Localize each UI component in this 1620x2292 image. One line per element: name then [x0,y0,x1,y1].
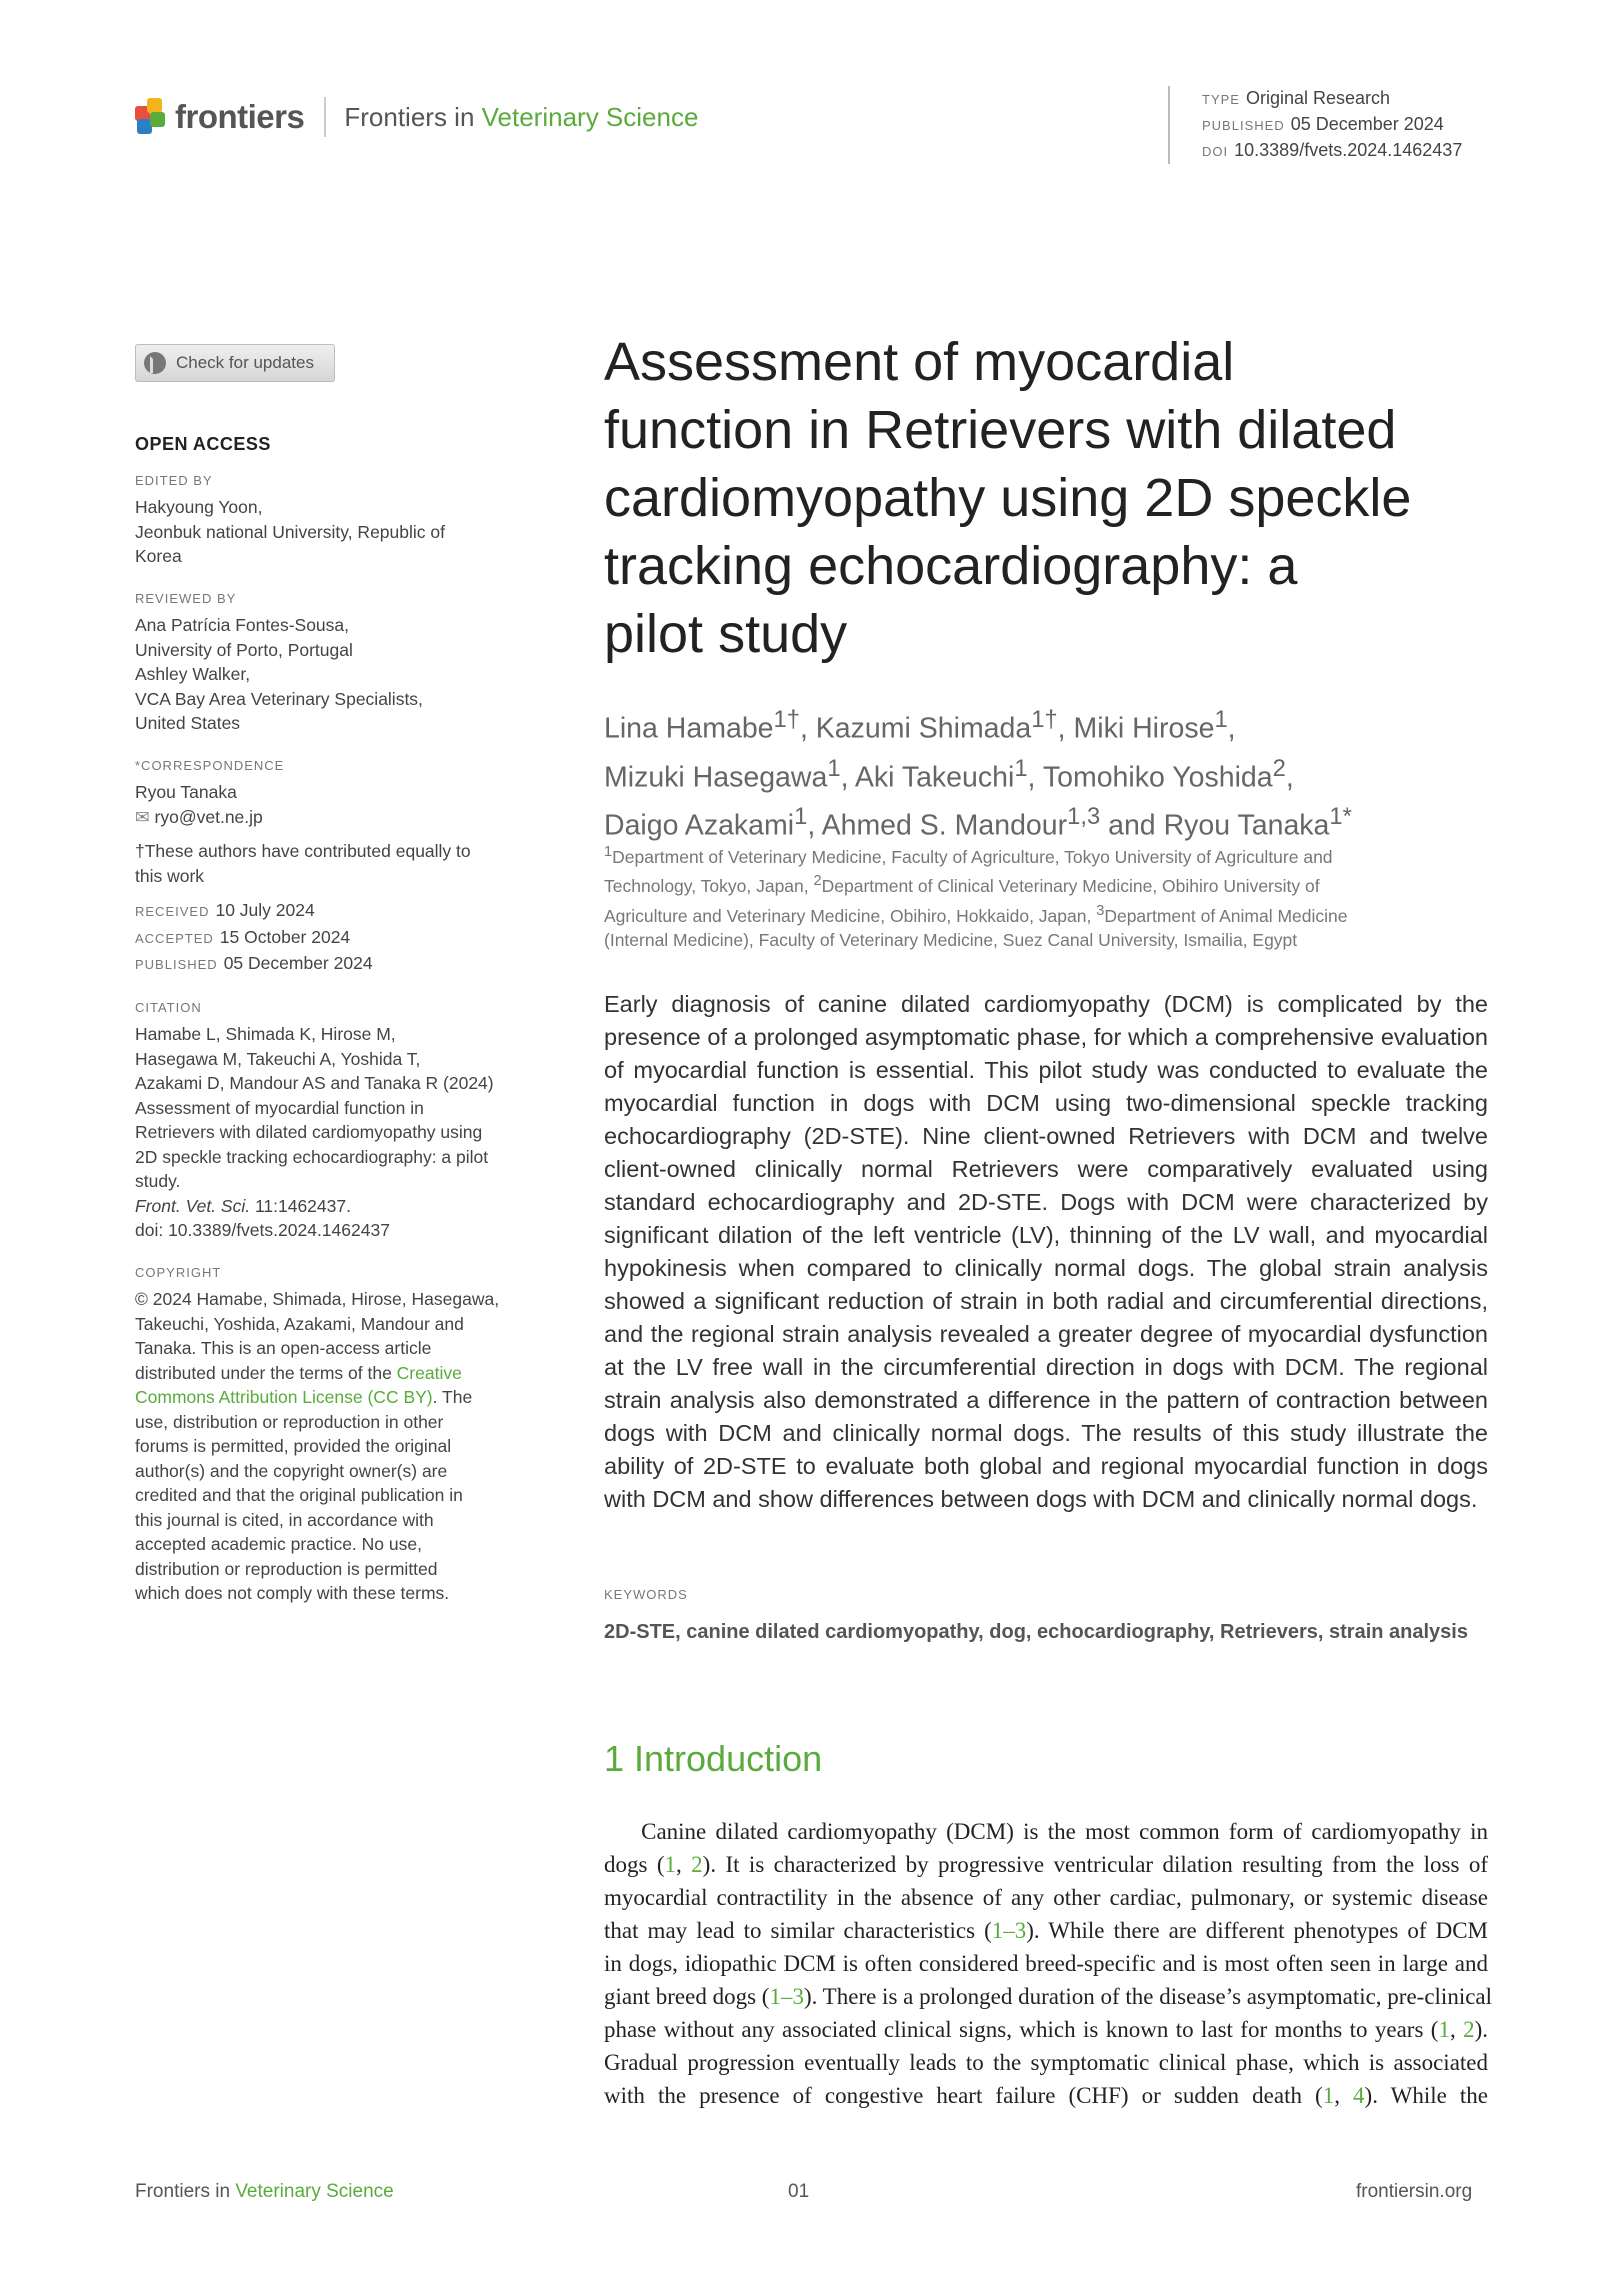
intro-line: that may lead to similar characteristics (1–3). While there are different phenotypes of DCM [604,1918,1489,1943]
intro-line: dogs (1, 2). It is characterized by progressive ventricular dilation resulting from the loss of [604,1852,1488,1877]
citation-link[interactable]: 4 [1353,2083,1365,2108]
author-list: Lina Hamabe$^{1\dagger}$, Kazumi Shimada$^{1\dagger}$, Miki Hirose$^1$, Mizuki Hasegawa$^1$, Aki Takeuchi$^1$, Tomohiko Yoshida$^2$, Daigo Azakami$^1$, Ahmed S. Mandour$^{1,3}$ and Ryou Tanaka$^{1*}$ [604,706,1352,842]
open-access-label: OPEN ACCESS [135,434,271,454]
page-number: 01 [788,2181,810,2202]
check-updates-icon [144,352,166,374]
equal-contribution-note: †These authors have contributed equally to this work [135,841,471,886]
logo-divider [324,97,326,137]
correspondence: Ryou Tanaka ✉ ryo@vet.ne.jp [135,780,550,829]
intro-line: in dogs, idiopathic DCM is often considered breed-specific and is most often seen in large and [604,1951,1488,1976]
meta-published: PUBLISHED 05 December 2024 [1202,114,1444,134]
license-link-cont[interactable]: Commons Attribution License (CC BY) [135,1387,433,1407]
reviewed-by: Ana Patrícia Fontes-Sousa, University of Porto, Portugal Ashley Walker, VCA Bay Area Veterinary Specialists, United States [135,615,423,733]
email-icon: ✉ [135,806,150,827]
introduction-text [604,1815,1493,2112]
meta-type: TYPE Original Research [1202,88,1391,108]
check-updates-button[interactable]: Check for updates [135,344,335,382]
citation-link[interactable]: 1–3 [991,1918,1027,1943]
intro-line: with the presence of congestive heart failure (CHF) or sudden death (1, 4). While the [604,2083,1489,2108]
intro-line: phase without any associated clinical signs, which is known to last for months to years (1, 2). [604,2017,1489,2042]
citation-link[interactable]: 1 [1322,2083,1335,2108]
correspondence-email[interactable]: ✉ ryo@vet.ne.jp [135,806,263,827]
meta-doi[interactable]: DOI 10.3389/fvets.2024.1462437 [1202,140,1463,160]
reviewed-by-label: REVIEWED BY [135,590,237,606]
license-link[interactable]: Creative [396,1362,462,1383]
intro-line: giant breed dogs (1–3). There is a prolonged duration of the disease’s asymptomatic, pre-clinical [604,1984,1493,2009]
affiliations: $^1$Department of Veterinary Medicine, Faculty of Agriculture, Tokyo University of Agriculture and Technology, Tokyo, Japan, $^2$Department of Clinical Veterinary Medicine, Obihiro University of Agriculture and Veterinary Medicine, Obihiro, Hokkaido, Japan, $^3$Department of Animal Medicine (Internal Medicine), Faculty of Veterinary Medicine, Suez Canal University, Ismailia, Egypt [604,844,1348,950]
intro-line: Canine dilated cardiomyopathy (DCM) is the most common form of cardiomyopathy in [604,1819,1488,1844]
article-title: Assessment of myocardial function in Retrievers with dilated cardiomyopathy using 2D speckle tracking echocardiography: a pilot study [604,332,1412,664]
intro-line: myocardial contractility in the absence of any other cardiac, pulmonary, or systemic disease [604,1885,1488,1910]
citation-link[interactable]: 2 [1463,2017,1475,2042]
citation: Hamabe L, Shimada K, Hirose M, Hasegawa M, Takeuchi A, Yoshida T, Azakami D, Mandour AS and Tanaka R (2024) Assessment of myocardial function in Retrievers with dilated cardiomyopathy using 2D speckle tracking echocardiography: a pilot study. Front. Vet. Sci. 11:1462437. doi: 10.3389/fvets.2024.1462437 [135,1024,494,1240]
correspondence-label: *CORRESPONDENCE [135,757,285,773]
dates: RECEIVED 10 July 2024 ACCEPTED 15 October 2024 PUBLISHED 05 December 2024 [135,900,373,973]
brand-name: frontiers [175,98,305,135]
copyright: © 2024 Hamabe, Shimada, Hirose, Hasegawa, Takeuchi, Yoshida, Azakami, Mandour and Tanaka. This is an open-access article distributed under the terms of the Creative Commons Attribution License (CC BY). The use, distribution or reproduction in other forums is permitted, provided the original author(s) and the copyright owner(s) are credited and that the original publication in this journal is cited, in accordance with accepted academic practice. No use, distribution or reproduction is permitted which does not comply with these terms. [135,1289,500,1603]
citation-link[interactable]: 2 [691,1852,703,1877]
sidebar [135,344,550,1606]
copyright-label: COPYRIGHT [135,1264,222,1280]
keywords-label: KEYWORDS [604,1587,688,1602]
edited-by: Hakyoung Yoon, Jeonbuk national University, Republic of Korea [135,497,445,566]
citation-label: CITATION [135,999,202,1015]
article-meta [1168,86,1462,164]
intro-line: Gradual progression eventually leads to the symptomatic clinical phase, which is associated [604,2050,1488,2075]
frontiers-logo-icon [135,98,167,136]
footer-journal: Frontiers in Veterinary Science [135,2181,394,2202]
citation-link[interactable]: 1–3 [769,1984,804,2009]
keywords: 2D-STE, canine dilated cardiomyopathy, dog, echocardiography, Retrievers, strain analysis [604,1621,1468,1643]
edited-by-label: EDITED BY [135,472,213,488]
journal-title: Frontiers in Veterinary Science [344,101,699,132]
journal-logo [135,97,698,137]
footer-site-link[interactable]: frontiersin.org [1356,2181,1473,2202]
abstract: Early diagnosis of canine dilated cardiomyopathy (DCM) is complicated by the presence of a prolonged asymptomatic phase, for which a comprehensive evaluation of myocardial function is essential. This pilot study was conducted to evaluate the myocardial function in dogs with DCM using two-dimensional speckle tracking echocardiography (2D-STE). Nine client-owned Retrievers with DCM and twelve client-owned clinically normal Retrievers were comparatively evaluated using standard echocardiography and 2D-STE. Dogs with DCM were characterized by significant dilation of the left ventricle (LV), thinning of the LV wall, and myocardial hypokinesis when compared to clinically normal dogs. The global strain analysis showed a significant reduction of strain in both radial and circumferential directions, and the regional strain analysis revealed a greater degree of myocardial dysfunction at the LV free wall in the circumferential direction in dogs with DCM. The regional strain analysis also demonstrated a difference in the pattern of contraction between dogs with DCM and clinically normal dogs. The results of this study illustrate the ability of 2D-STE to evaluate both global and regional myocardial function in dogs with DCM and show differences between dogs with DCM and clinically normal dogs. [604,991,1488,1512]
section-heading-introduction: 1 Introduction [604,1738,823,1779]
citation-link[interactable]: 1 [1438,2017,1450,2042]
citation-link[interactable]: 1 [664,1852,677,1877]
